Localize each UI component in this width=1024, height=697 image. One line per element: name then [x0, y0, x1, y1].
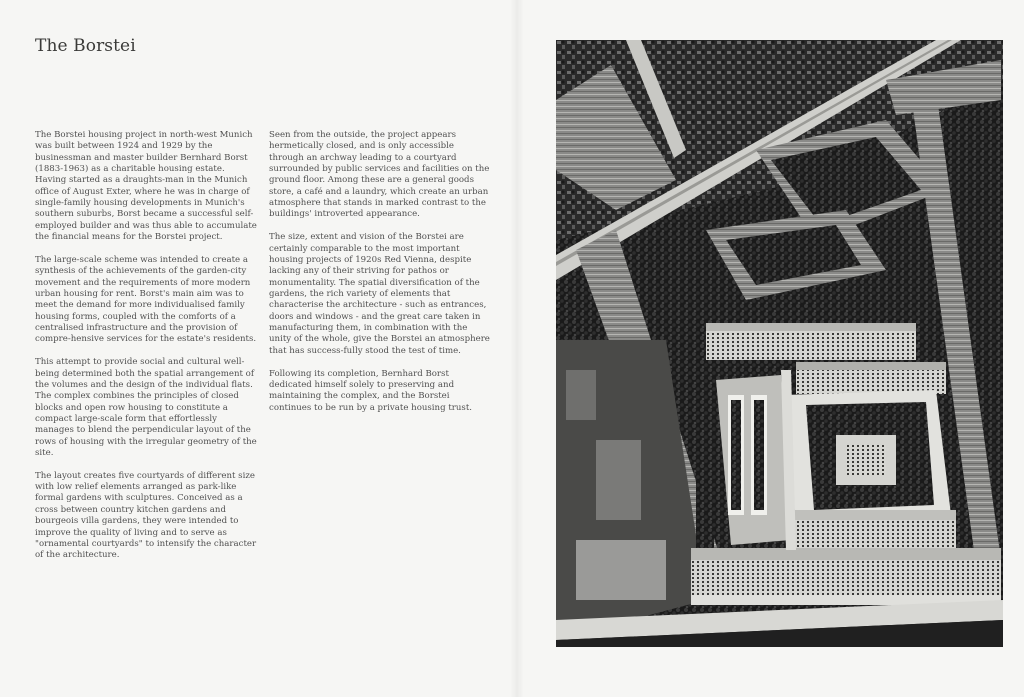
- paragraph: Seen from the outside, the project appears hermetically closed, and is only accessible through an archway leading to a courtyard surrounded by public services and facilities on the ground floor. Among these are a general goods store, a café and a laundry, which create an urban atmosphere that stands in marked contrast to the buildings' introverted appearance.: [269, 130, 490, 220]
- aerial-photo-illustration: [556, 40, 1003, 647]
- paragraph: Following its completion, Bernhard Borst dedicated himself solely to preserving and maintaining the complex, and the Borstei continues to be run by a private housing trust.: [269, 368, 473, 413]
- paragraph: The Borstei housing project in north-west Munich was built between 1924 and 1929 by the businessman and master builder Bernhard Borst (1883-1963) as a charitable housing estate. Having started as a draughts-man in the Munich office of August Exter, where he was in charge of single-family housing developments in Munich's southern suburbs, Borst became a successful self-employed builder and was thus able to accumulate the financial means for the Borstei project.: [35, 130, 257, 243]
- paragraph: This attempt to provide social and cultural well-being determined both the spatial arrangement of the volumes and the design of the individual flats. The complex combines the principles of closed blocks and open row housing to constitute a compact large-scale form that effortlessly manages to blend the perpendicular layout of the rows of housing with the irregular geometry of the site.: [35, 357, 257, 458]
- text-column-left: [35, 130, 257, 573]
- paragraph: The large-scale scheme was intended to create a synthesis of the achievements of the garden-city movement and the requirements of more modern urban housing for rent. Borst's main aim was to meet the demand for more individualised family housing forms, coupled with the comforts of a centralised infrastructure and the provision of compre-hensive services for the estate's residents.: [35, 254, 257, 345]
- text-column-right: [269, 130, 491, 425]
- aerial-photograph: [556, 40, 1003, 647]
- page-gutter: [510, 0, 524, 697]
- paragraph: The layout creates five courtyards of different size with low relief elements arranged as park-like formal gardens with sculptures. Conceived as a cross between country kitchen gardens and bourgeois villa gardens, they were intended to improve the quality of living and to serve as "ornamental courtyards" to intensify the character of the architecture.: [35, 470, 257, 561]
- page-title: The Borstei: [35, 36, 136, 56]
- paragraph: The size, extent and vision of the Borstei are certainly comparable to the most important housing projects of 1920s Red Vienna, despite lacking any of their striving for pathos or monumentality. The spatial diversification of the gardens, the rich variety of elements that characterise the architecture - such as entrances, doors and windows - and the great care taken in manufacturing them, in combination with the unity of the whole, give the Borstei an atmosphere that has success-fully stood the test of time.: [269, 232, 490, 356]
